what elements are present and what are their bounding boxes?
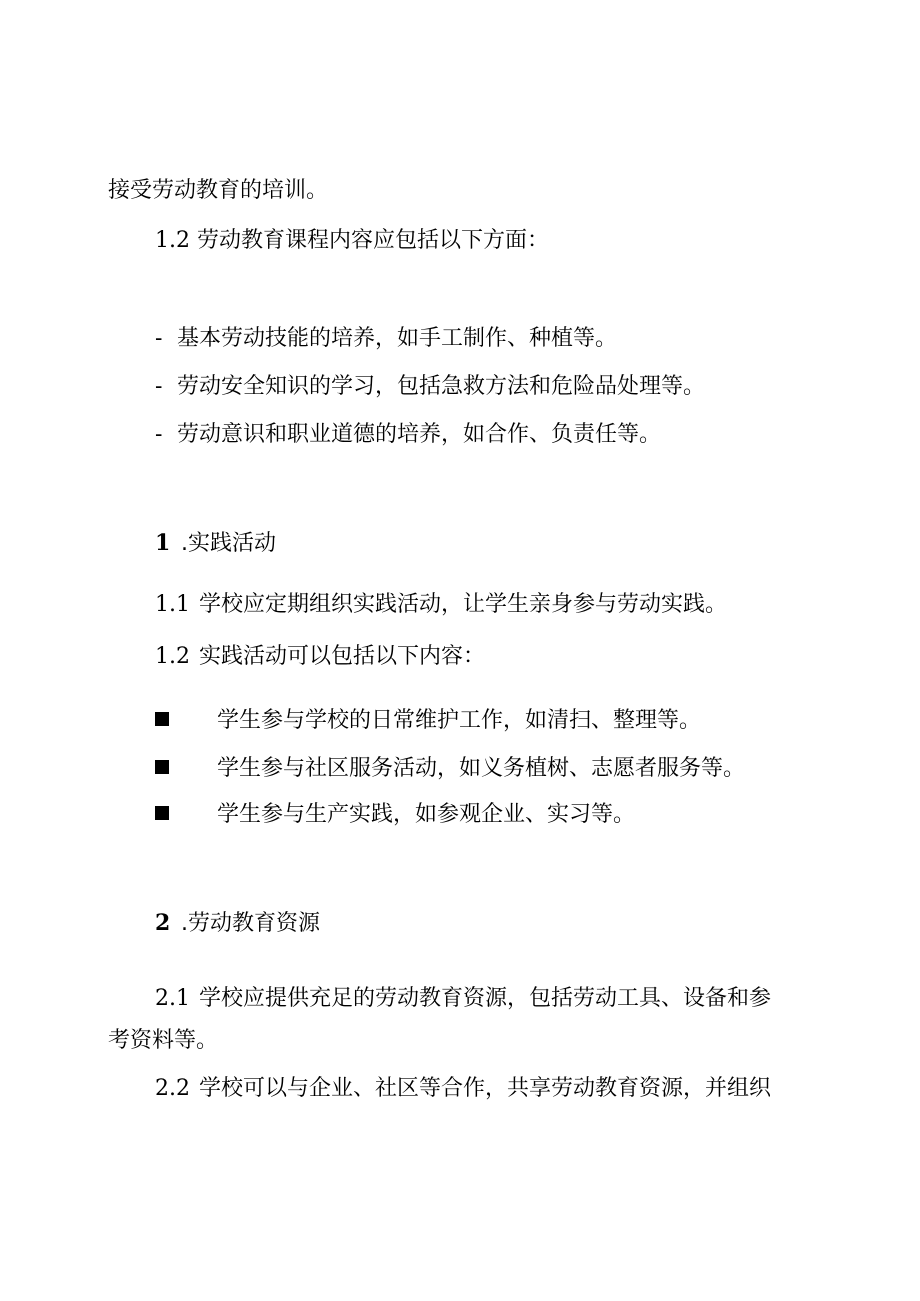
list-item bbox=[155, 420, 661, 450]
bullet-item bbox=[155, 800, 635, 830]
paragraph-line: 1.2 劳动教育课程内容应包括以下方面： bbox=[155, 228, 549, 253]
item-text: 实践活动可以包括以下内容： bbox=[199, 644, 486, 669]
item-number: 2.1 bbox=[155, 986, 190, 1011]
list-item-text: 劳动意识和职业道德的培养，如合作、负责任等。 bbox=[177, 422, 662, 447]
section-heading bbox=[155, 528, 276, 559]
paragraph-line bbox=[155, 642, 485, 672]
paragraph-line bbox=[155, 590, 727, 620]
list-item-text: 劳动安全知识的学习，包括急救方法和危险品处理等。 bbox=[177, 374, 706, 399]
item-text: 学校可以与企业、社区等合作，共享劳动教育资源，并组织 bbox=[199, 1076, 772, 1101]
bullet-item bbox=[155, 706, 701, 736]
bullet-text: 学生参与生产实践，如参观企业、实习等。 bbox=[217, 802, 636, 827]
item-text: 学校应提供充足的劳动教育资源，包括劳动工具、设备和参 bbox=[199, 986, 772, 1011]
item-number: 2.2 bbox=[155, 1076, 190, 1101]
list-item-text: 基本劳动技能的培养，如手工制作、种植等。 bbox=[177, 326, 618, 351]
paragraph-line: 接受劳动教育的培训。 bbox=[108, 178, 329, 203]
bullet-text: 学生参与社区服务活动，如义务植树、志愿者服务等。 bbox=[217, 756, 746, 781]
square-bullet-icon bbox=[155, 712, 169, 726]
section-number: 2 bbox=[155, 910, 171, 936]
section-number: 1 bbox=[155, 530, 171, 556]
item-number: 1.1 bbox=[155, 592, 190, 617]
list-item bbox=[155, 372, 705, 402]
list-item bbox=[155, 324, 617, 354]
paragraph-line bbox=[155, 1074, 771, 1104]
item-text: 学校应定期组织实践活动，让学生亲身参与劳动实践。 bbox=[199, 592, 728, 617]
section-title: .劳动教育资源 bbox=[181, 911, 320, 936]
square-bullet-icon bbox=[155, 806, 169, 820]
square-bullet-icon bbox=[155, 760, 169, 774]
section-heading bbox=[155, 908, 320, 939]
dash-marker: - bbox=[155, 422, 163, 447]
paragraph-line: 考资料等。 bbox=[108, 1028, 219, 1053]
dash-marker: - bbox=[155, 374, 163, 399]
bullet-text: 学生参与学校的日常维护工作，如清扫、整理等。 bbox=[217, 708, 702, 733]
dash-marker: - bbox=[155, 326, 163, 351]
item-number: 1.2 bbox=[155, 644, 190, 669]
bullet-item bbox=[155, 754, 745, 784]
paragraph-line bbox=[155, 984, 771, 1014]
section-title: .实践活动 bbox=[181, 531, 276, 556]
